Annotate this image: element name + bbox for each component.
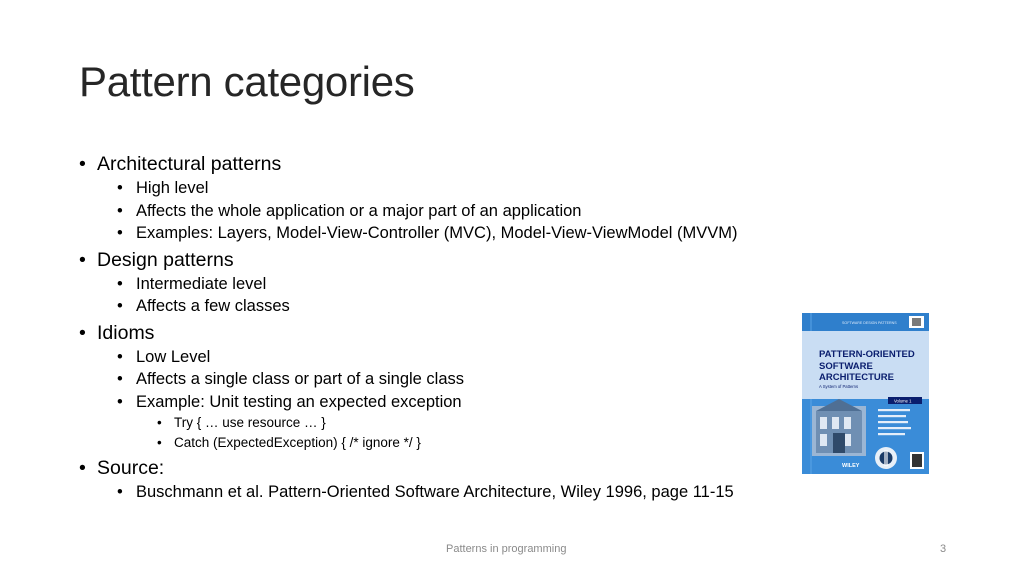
sub-bullet: • Affects a single class or part of a single class: [79, 368, 839, 391]
book-subtitle: A System of Patterns: [819, 384, 859, 389]
book-title-line-3: ARCHITECTURE: [819, 372, 894, 383]
sub-bullet: • Examples: Layers, Model-View-Controller (MVC), Model-View-ViewModel (MVVM): [79, 222, 839, 245]
bullet-design-patterns: • Design patterns: [79, 247, 839, 273]
bullet-idioms: • Idioms: [79, 320, 839, 346]
sub-bullet: • Affects the whole application or a major part of an application: [79, 200, 839, 223]
book-title-line-1: PATTERN-ORIENTED: [819, 349, 915, 360]
book-cover-illustration: [802, 313, 929, 474]
slide-number: 3: [940, 543, 947, 555]
bullet-list: [79, 151, 839, 504]
sub-bullet: • Affects a few classes: [79, 295, 839, 318]
sub-bullet: • Intermediate level: [79, 273, 839, 296]
book-cover-image: [802, 313, 929, 474]
sub-bullet: • Example: Unit testing an expected exception: [79, 391, 839, 414]
footer-text: Patterns in programming: [446, 543, 567, 555]
book-volume-label: Volume 1: [894, 398, 912, 404]
sub-sub-bullet: • Catch (ExpectedException) { /* ignore */ }: [79, 433, 839, 453]
sub-bullet: • Low Level: [79, 346, 839, 369]
bullet-source: • Source:: [79, 455, 839, 481]
bullet-architectural-patterns: • Architectural patterns: [79, 151, 839, 177]
slide-title: Pattern categories: [79, 58, 415, 105]
book-title-line-2: SOFTWARE: [819, 361, 873, 372]
sub-sub-bullet: • Try { … use resource … }: [79, 413, 839, 433]
sub-bullet: • Buschmann et al. Pattern-Oriented Software Architecture, Wiley 1996, page 11-15: [79, 481, 839, 504]
book-publisher: WILEY: [842, 463, 860, 469]
book-series-label: SOFTWARE DESIGN PATTERNS: [842, 321, 897, 325]
sub-bullet: • High level: [79, 177, 839, 200]
